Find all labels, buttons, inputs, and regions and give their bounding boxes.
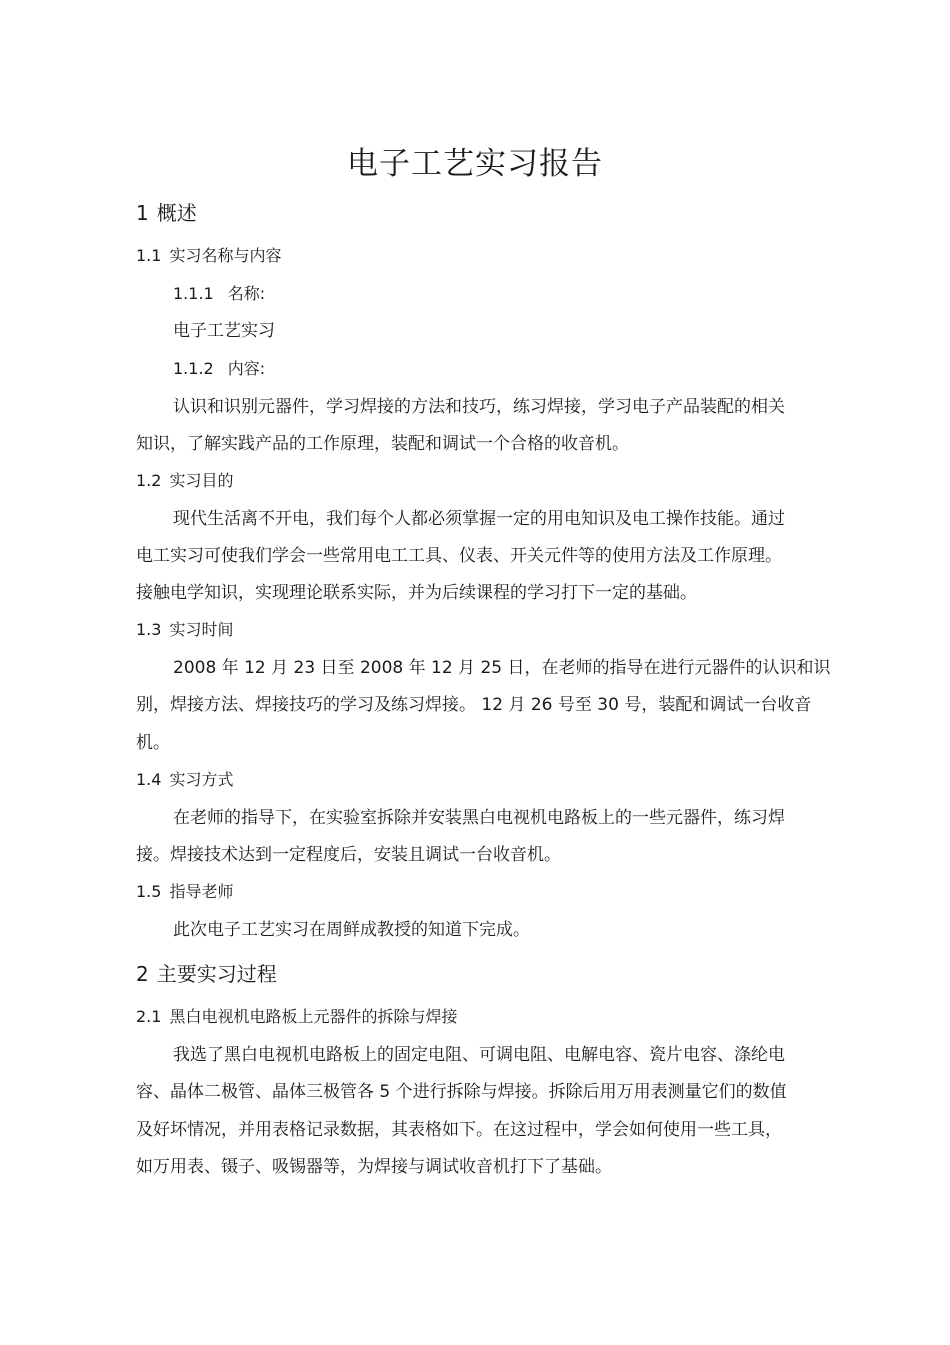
paragraph-line: 机。 bbox=[136, 733, 170, 753]
paragraph-line: 及好坏情况，并用表格记录数据，其表格如下。在这过程中，学会如何使用一些工具， bbox=[136, 1120, 782, 1140]
paragraph-line: 知识，了解实践产品的工作原理，装配和调试一个合格的收音机。 bbox=[136, 434, 629, 454]
section-1-1-heading bbox=[136, 244, 281, 268]
paragraph-line: 别，焊接方法、焊接技巧的学习及练习焊接。 12 月 26 号至 30 号，装配和调试一台收音 bbox=[136, 695, 812, 715]
section-title: 名称: bbox=[227, 284, 266, 303]
section-title: 实习名称与内容 bbox=[169, 246, 282, 265]
section-title: 实习方式 bbox=[169, 770, 234, 789]
section-1-2-heading bbox=[136, 469, 233, 493]
paragraph-line: 现代生活离不开电，我们每个人都必须掌握一定的用电知识及电工操作技能。通过 bbox=[173, 509, 785, 529]
section-2-1-heading bbox=[136, 1005, 457, 1029]
section-number: 1.1.2 bbox=[173, 359, 214, 378]
paragraph-line: 接。焊接技术达到一定程度后，安装且调试一台收音机。 bbox=[136, 845, 561, 865]
paragraph-line: 电工实习可使我们学会一些常用电工工具、仪表、开关元件等的使用方法及工作原理。 bbox=[136, 546, 782, 566]
paragraph-line: 在老师的指导下，在实验室拆除并安装黑白电视机电路板上的一些元器件，练习焊 bbox=[173, 808, 785, 828]
section-number: 2 bbox=[136, 962, 149, 986]
section-title: 实习目的 bbox=[169, 471, 234, 490]
section-2-heading bbox=[136, 960, 277, 988]
section-title: 黑白电视机电路板上元器件的拆除与焊接 bbox=[169, 1007, 458, 1026]
section-1-3-heading bbox=[136, 618, 233, 642]
section-number: 1.1.1 bbox=[173, 284, 214, 303]
section-1-1-2-heading bbox=[173, 357, 265, 381]
section-1-heading bbox=[136, 199, 197, 227]
section-number: 2.1 bbox=[136, 1007, 162, 1026]
section-number: 1 bbox=[136, 201, 149, 225]
paragraph-line: 此次电子工艺实习在周鲜成教授的知道下完成。 bbox=[173, 920, 530, 940]
section-number: 1.1 bbox=[136, 246, 162, 265]
section-title: 内容: bbox=[227, 359, 266, 378]
paragraph-line: 2008 年 12 月 23 日至 2008 年 12 月 25 日，在老师的指导在进行元器件的认识和识 bbox=[173, 658, 831, 678]
paragraph-line: 认识和识别元器件，学习焊接的方法和技巧，练习焊接，学习电子产品装配的相关 bbox=[173, 397, 785, 417]
paragraph-line: 我选了黑白电视机电路板上的固定电阻、可调电阻、电解电容、瓷片电容、涤纶电 bbox=[173, 1045, 785, 1065]
section-1-4-heading bbox=[136, 768, 233, 792]
section-number: 1.3 bbox=[136, 620, 162, 639]
paragraph-line: 电子工艺实习 bbox=[173, 321, 275, 341]
section-1-1-1-heading bbox=[173, 282, 265, 306]
section-number: 1.2 bbox=[136, 471, 162, 490]
section-number: 1.5 bbox=[136, 882, 162, 901]
paragraph-line: 如万用表、镊子、吸锡器等，为焊接与调试收音机打下了基础。 bbox=[136, 1157, 612, 1177]
section-1-5-heading bbox=[136, 880, 233, 904]
section-title: 主要实习过程 bbox=[156, 962, 277, 986]
document-title: 电子工艺实习报告 bbox=[347, 146, 603, 182]
paragraph-line: 容、晶体二极管、晶体三极管各 5 个进行拆除与焊接。拆除后用万用表测量它们的数值 bbox=[136, 1082, 787, 1102]
section-number: 1.4 bbox=[136, 770, 162, 789]
section-title: 实习时间 bbox=[169, 620, 234, 639]
paragraph-line: 接触电学知识，实现理论联系实际，并为后续课程的学习打下一定的基础。 bbox=[136, 583, 697, 603]
section-title: 指导老师 bbox=[169, 882, 234, 901]
section-title: 概述 bbox=[156, 201, 197, 225]
